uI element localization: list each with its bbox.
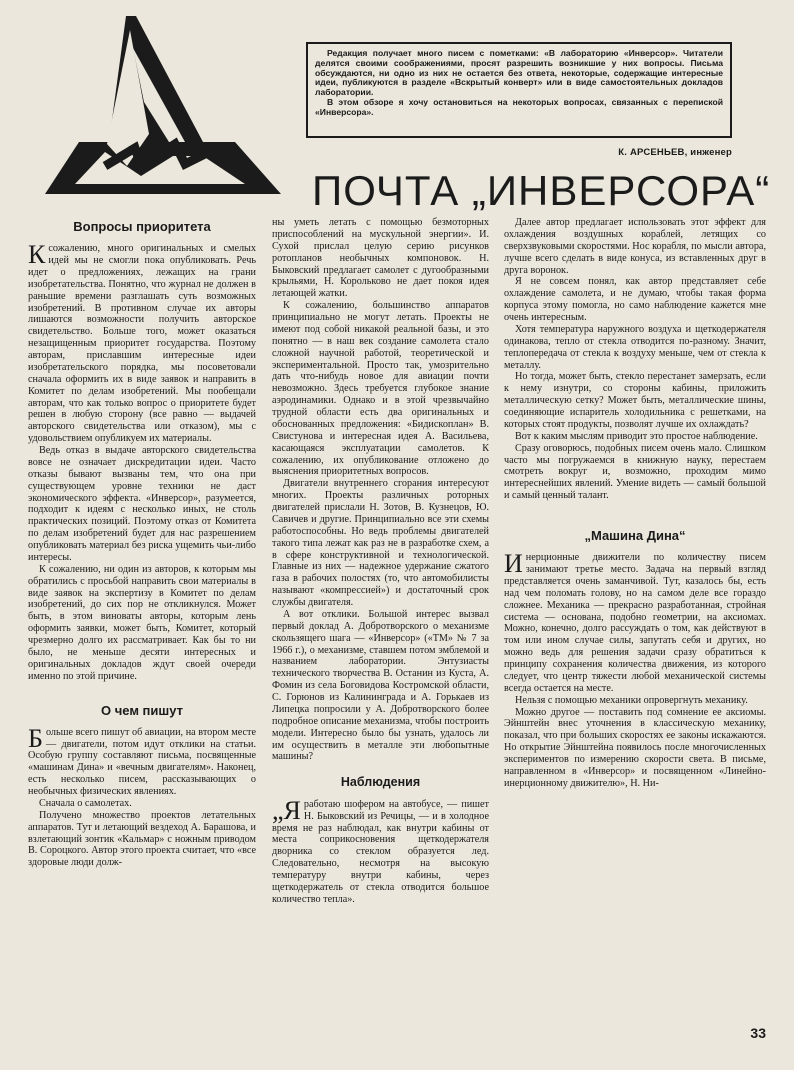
body-paragraph: Ксожалению, много оригинальных и смелых идей мы не смогли пока опубликовать. Речь идет о предложениях, лежащих на грани изобретательства. Понятно, что журнал не должен в раньшие времени разглашать суть возможных изобретений. В противном случае их авторы лишаются возможности получить авторское свидетельство. Больше того, может оказаться незащищенным приоритет государства. Поэтому авторам, приславшим интересные идеи изобретательского порядка, мы посоветовали сначала оформить их в виде заявок и направить в Комитет по делам изобретений. Мы пообещали авторам, что как только вопрос о приоритете будет решен в любую сторону (все равно — выдачей авторского свидетельства или отказом), мы с удовольствием опубликуем их материалы. — [28, 240, 256, 445]
drop-cap: Б — [28, 723, 43, 753]
text-column-1 — [28, 217, 256, 869]
drop-cap: „Я — [272, 795, 301, 825]
body-paragraph: Сначала о самолетах. — [39, 797, 132, 809]
editor-note-paragraph: Редакция получает много писем с пометками: «В лабораторию «Инверсор». Читатели делятся своими соображениями, просят разрешить возникшие у них вопросы. Письма обсуждаются, ни одно из них не остается без ответа, некоторые, содержащие интересные идеи, публикуются в разделе «Вскрытый конверт» или в виде самостоятельных докладов лаборатории. — [315, 48, 723, 98]
body-paragraph: К сожалению, ни один из авторов, к которым мы обратились с просьбой направить свои материалы в виде заявок на экспертизу в Комитет по делам изобретений, до сих пор не откликнулся. Может быть, в этом виноваты авторы, которым лень оформить заявки, может быть, Комитет, который чрезмерно долго их рассматривает. Как бы то ни было, не меньше десяти интересных и оригинальных докладов ждут своей очереди именно по этой причине. — [28, 563, 256, 682]
body-paragraph: Двигатели внутреннего сгорания интересуют многих. Проекты различных роторных двигателей прислали Н. Зотов, В. Кузнецов, Ю. Савичев и другие. Принципиально все эти схемы работоспособны. Но ведь проблемы двигателей такого типа лежат как раз не в разработке схем, а в сфере конструктивной и технологической. Главные из них — надежное удержание сжатого газа в рабочих полостях (то, что автомобилисты называют «компрессией») и достаточный срок службы двигателя. — [272, 478, 489, 608]
editor-note-paragraph: В этом обзоре я хочу остановиться на некоторых вопросах, связанных с перепиской «Инверсора». — [315, 96, 723, 117]
text-column-3 — [504, 217, 766, 790]
section-heading: Наблюдения — [340, 775, 421, 790]
body-paragraph: Хотя температура наружного воздуха и щеткодержателя одинакова, тепло от стекла отводится по-разному. Значит, теплопередача от стекла к воздуху меньше, чем от стекла к металлу. — [504, 323, 766, 371]
text-column-2 — [272, 217, 489, 906]
article-title: ПОЧТА „ИНВЕРСОРА“ — [312, 167, 771, 214]
body-paragraph: Сразу оговорюсь, подобных писем очень мало. Слишком часто мы погружаемся в книжную науку, перестаем смотреть вокруг и, возможно, проходим мимо интереснейших явлений. Умение видеть — самый большой и самый ценный талант. — [504, 442, 766, 502]
page-number: 33 — [750, 1025, 766, 1041]
body-paragraph: „Яработаю шофером на автобусе, — пишет Н. Быковский из Речицы, — и в холодное время не раз наблюдал, как внутри кабины от места соприкосновения щеткодержателя дворника со стеклом образуется лед. Следовательно, несмотря на высокую температуру внутри кабины, через щеткодержатель от стекла отводится большое количество тепла». — [272, 795, 489, 905]
body-paragraph: Но тогда, может быть, стекло перестанет замерзать, если к нему изнутри, со стороны кабины, приложить металлическую сетку? Может быть, металлические шины, соединяющие испаритель холодильника с решетками, на которых стоят продукты, позволят лучше их охлаждать? — [504, 371, 766, 430]
body-paragraph: Инерционные движители по количеству писем занимают третье место. Задача на первый взгляд представляется очень заманчивой. Тут, казалось бы, есть над чем поломать голову, но на самом деле все гораздо сложнее. Механика — прекрасно разработанная, стройная система — основана, подобно геометрии, на аксиомах. Можно, конечно, долго рассуждать о том, как действуют в том или ином случае силы, запутать себя и других, но можно ведь для решения задачи сразу обратиться к принципу сохранения количества движения, из которого следует, что центр тяжести любой механической системы всегда остается на месте. — [504, 549, 766, 694]
section-heading: О чем пишут — [101, 702, 183, 718]
body-paragraph: Ведь отказ в выдаче авторского свидетельства вовсе не означает дискредитации идеи. Часто отказы бывают вызваны тем, что она при существующем уровне техники не даст экономического эффекта. «Инверсор», разумеется, подходит к идеям с несколько иных, не столь практических позиций. Поэтому отказ от Комитета по делам изобретений будет для нас разрешением опубликовать материал без риска ущемить чьи-либо интересы. — [28, 445, 256, 563]
body-paragraph: А вот отклики. Большой интерес вызвал первый доклад А. Добротворского о механизме скользящего шага — «Инверсор» («ТМ» № 7 за 1966 г.), о механизме, ставшем потом эмблемой и названием лаборатории. Энтузиасты технического творчества В. Останин из Куста, А. Фомин из села Боговидова Костромской области, С. Горюнов из Калининграда и А. Горькаев из Липецка попросили у А. Добротворского более подробное описание механизма, чтобы построить модели. Интересно было бы узнать, удалось ли им осуществить в металле эти любопытные машины? — [272, 608, 489, 763]
body-paragraph: Больше всего пишут об авиации, на втором месте — двигатели, потом идут отклики на статьи. Особую группу составляют письма, посвященные «машинам Дина» и «вечным двигателям». Наконец, есть несколько писем, рассказывающих о необычных физических явлениях. — [28, 723, 256, 798]
body-paragraph: Можно другое — поставить под сомнение ее аксиомы. Эйнштейн внес уточнения в классическую механику, показал, что при больших скоростях ее законы искажаются. Но открытие Эйнштейна появилось после многочисленных экспериментов по измерению скорости света. В письме, направленном в «Инверсор» и посвященном «Линейно-инерционному движителю», Н. Ни- — [504, 706, 766, 789]
body-paragraph: Я не совсем понял, как автор представляет себе охлаждение самолета, и не думаю, чтобы такая форма корпуса этому помогла, но само наблюдение кажется мне очень интересным. — [504, 276, 766, 323]
body-paragraph: Получено множество проектов летательных аппаратов. Тут и летающий вездеход А. Барашова, и взлетающий зонтик «Кальмар» с ножным приводом В. Сороцкого. Автор этого проекта считает, что «все здоровые люди долж- — [28, 809, 256, 869]
editor-note-box — [306, 42, 732, 138]
section-heading: „Машина Дина“ — [584, 528, 686, 543]
drop-cap: К — [28, 240, 46, 270]
drop-cap: И — [504, 549, 523, 579]
body-paragraph: Далее автор предлагает использовать этот эффект для охлаждения воздушных кораблей, летящих со сверхзвуковыми скоростями. Нос корабля, по мысли автора, лучше всего сделать в виде конуса, из вставленных друг в друга воронок. — [504, 217, 766, 276]
body-paragraph: К сожалению, большинство аппаратов принципиально не могут летать. Проекты не имеют под собой никакой реальной базы, и это понятно — в наш век создание самолета стало сложной научной работой, теоретической и экспериментальной. Просто так, умозрительно дать что-нибудь новое для авиации почти невозможно. Здесь требуется глубокое знание аэродинамики. Однако и в этой чрезвычайно трудной области есть два оригинальных и обоснованных предложения: «Бидископлан» В. Свистунова и интересная идея А. Васильева, касающаяся эксплуатации самолетов. К сожалению, их опубликование отложено до выяснения приоритетных вопросов. — [272, 300, 489, 478]
body-paragraph: Вот к каким мыслям приводит это простое наблюдение. — [515, 430, 758, 442]
section-heading: Вопросы приоритета — [73, 219, 211, 234]
body-paragraph: ны уметь летать с помощью безмоторных приспособлений на мускульной энергии». И. Сухой прислал целую серию рисунков ротопланов необычных компоновок. Н. Быковский предлагает самолет с дугообразными крыльями, Н. Корольково не дает покоя идея летающей жатки. — [272, 217, 489, 300]
body-paragraph: Нельзя с помощью механики опровергнуть механику. — [515, 694, 748, 706]
inversor-logo — [45, 16, 281, 194]
article-author: К. АРСЕНЬЕВ, инженер — [618, 147, 732, 158]
